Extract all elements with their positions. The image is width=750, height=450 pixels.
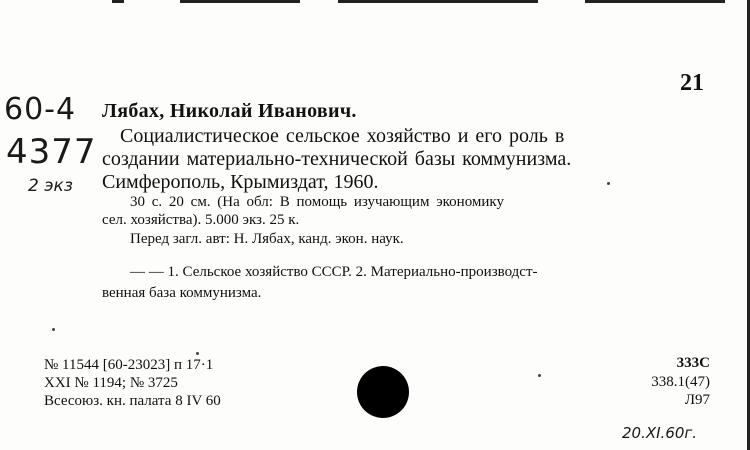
author-heading: Лябах, Николай Иванович. <box>102 100 357 122</box>
speck-mark <box>538 374 541 377</box>
handwritten-date: 20.XI.60г. <box>622 424 698 442</box>
card-top-edge <box>0 0 750 4</box>
collation-line: 30 с. 20 см. (На обл: В помощь изучающим экономику <box>130 194 504 210</box>
speck-mark <box>196 352 199 355</box>
title-line: создании материально-технической базы коммунизма. <box>102 148 572 170</box>
collation-line: сел. хозяйства). 5.000 экз. 25 к. <box>102 212 300 228</box>
title-line: Социалистическое сельское хозяйство и его роль в <box>120 125 565 147</box>
shelf-mark-handwritten: 60-4 <box>4 92 77 127</box>
speck-mark <box>52 328 55 331</box>
registration-number: № 11544 [60-23023] п 17·1 <box>44 357 214 373</box>
punch-hole <box>357 366 409 418</box>
copies-note-handwritten: 2 экз <box>28 176 73 196</box>
imprint-line: Симферополь, Крымиздат, 1960. <box>102 171 379 193</box>
page-number: 21 <box>680 70 704 96</box>
registration-line: XXI № 1194; № 3725 <box>44 375 178 391</box>
classification-code: 338.1(47) <box>651 374 710 390</box>
subject-headings: — — 1. Сельское хозяйство СССР. 2. Материально-производст- <box>130 264 538 280</box>
subject-headings: венная база коммунизма. <box>102 285 262 301</box>
chamber-imprint: Всесоюз. кн. палата 8 IV 60 <box>44 393 221 409</box>
classification-code: 333С <box>676 355 710 371</box>
inventory-number-handwritten: 4377 <box>6 132 97 172</box>
author-note: Перед загл. авт: Н. Лябах, канд. экон. наук. <box>130 231 404 247</box>
author-mark: Л97 <box>684 392 710 408</box>
speck-mark <box>607 182 610 185</box>
